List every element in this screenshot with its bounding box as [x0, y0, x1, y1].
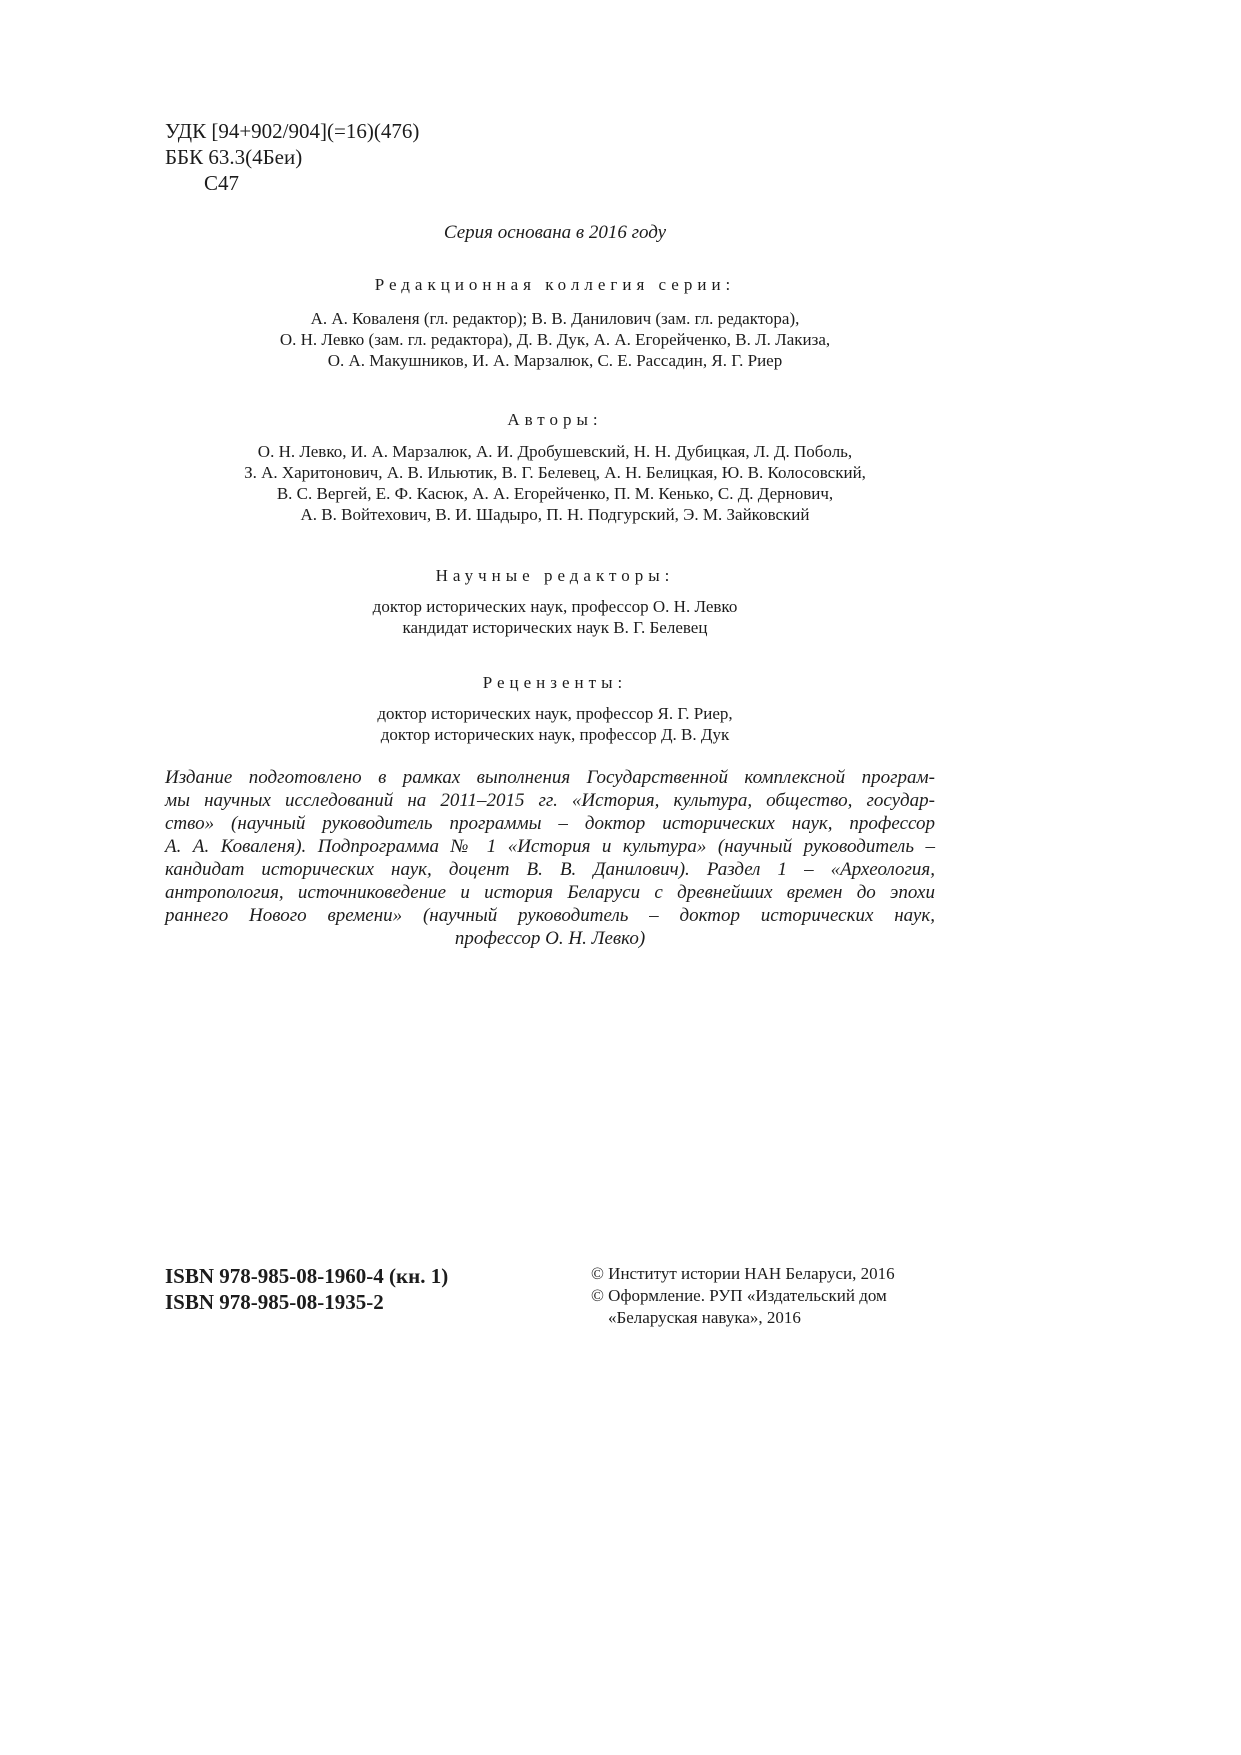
scientific-editors-heading: Научные редакторы: [435, 566, 675, 585]
copyright-block [591, 1263, 895, 1329]
authors-line: О. Н. Левко, И. А. Марзалюк, А. И. Дробушевский, Н. Н. Дубицкая, Л. Д. Поболь, [257, 442, 853, 461]
grant-note-line: кандидат исторических наук, доцент В. В. Данилович). Раздел 1 – «Археология, [165, 859, 935, 880]
isbn-volume: ISBN 978-985-08-1960-4 (кн. 1) [165, 1264, 449, 1288]
reviewers-list [165, 703, 945, 745]
grant-note-line: ство» (научный руководитель программы – доктор исторических наук, профессор [165, 813, 935, 834]
scientific-editors-list [165, 596, 945, 638]
isbn-series: ISBN 978-985-08-1935-2 [165, 1290, 384, 1314]
editorial-board-list [165, 308, 945, 371]
grant-note-line: раннего Нового времени» (научный руководитель – доктор исторических наук, [165, 905, 935, 926]
authors-line: В. С. Вергей, Е. Ф. Касюк, А. А. Егорейченко, П. М. Кенько, С. Д. Дернович, [276, 484, 834, 503]
author-mark: С47 [204, 171, 240, 195]
authors-heading: Авторы: [507, 410, 603, 429]
copyright-design: © Оформление. РУП «Издательский дом [591, 1286, 887, 1305]
authors-line: А. В. Войтехович, В. И. Шадыро, П. Н. Подгурский, Э. М. Зайковский [300, 505, 810, 524]
isbn-block [165, 1263, 448, 1315]
udk-code: УДК [94+902/904](=16)(476) [165, 119, 420, 143]
copyright-publisher: «Беларуская навука», 2016 [608, 1308, 801, 1327]
authors-line: З. А. Харитонович, А. В. Ильютик, В. Г. Белевец, А. Н. Белицкая, Ю. В. Колосовский, [244, 463, 866, 482]
grant-note-line: А. А. Коваленя). Подпрограмма № 1 «История и культура» (научный руководитель – [165, 836, 935, 857]
reviewer-line: доктор исторических наук, профессор Я. Г. Риер, [377, 704, 733, 723]
bbk-code: ББК 63.3(4Беи) [165, 145, 303, 169]
authors-list [165, 441, 945, 525]
grant-note [165, 766, 935, 950]
editorial-board-line: О. Н. Левко (зам. гл. редактора), Д. В. Дук, А. А. Егорейченко, В. Л. Лакиза, [279, 330, 831, 349]
reviewers-heading: Рецензенты: [482, 673, 628, 692]
grant-note-line: мы научных исследований на 2011–2015 гг. «История, культура, общество, государ- [165, 790, 935, 811]
classification-block [165, 118, 419, 196]
scientific-editor-line: доктор исторических наук, профессор О. Н. Левко [372, 597, 738, 616]
series-note: Серия основана в 2016 году [443, 222, 667, 243]
grant-note-line: Издание подготовлено в рамках выполнения Государственной комплексной програм- [165, 767, 935, 788]
copyright-institute: © Институт истории НАН Беларуси, 2016 [591, 1264, 895, 1283]
editorial-board-line: О. А. Макушников, И. А. Марзалюк, С. Е. Рассадин, Я. Г. Риер [327, 351, 783, 370]
reviewer-line: доктор исторических наук, профессор Д. В. Дук [380, 725, 730, 744]
editorial-board-line: А. А. Коваленя (гл. редактор); В. В. Данилович (зам. гл. редактора), [310, 309, 800, 328]
scientific-editor-line: кандидат исторических наук В. Г. Белевец [402, 618, 708, 637]
grant-note-line: антропология, источниковедение и история Беларуси с древнейших времен до эпохи [165, 882, 935, 903]
grant-note-line: профессор О. Н. Левко) [454, 928, 646, 949]
editorial-board-heading: Редакционная коллегия серии: [374, 275, 736, 294]
